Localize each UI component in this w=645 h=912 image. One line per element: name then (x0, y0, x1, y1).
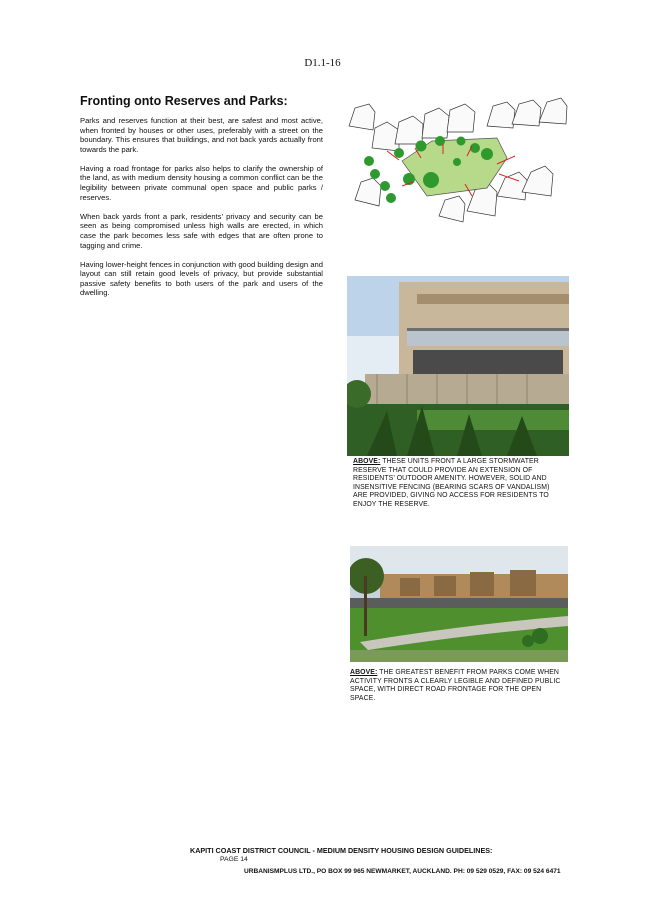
paragraph: Having lower-height fences in conjunction with good building design and layout can still retain good levels of privacy, but provide substantial passive safety benefits to both users of the park and users of the dwelling. (80, 259, 323, 298)
photo2-caption (350, 669, 565, 703)
section-heading: Fronting onto Reserves and Parks: (80, 94, 288, 108)
park-frontage-photo (350, 546, 568, 662)
photo1-caption (353, 458, 563, 510)
paragraph: When back yards front a park, residents’ privacy and security can be seen as being compromised unless high walls are erected, in which case the park becomes less safe with edges that are often prone to tagging and crime. (80, 211, 323, 250)
park-frontage-sketch (347, 96, 569, 226)
body-text (80, 116, 323, 308)
paragraph: Parks and reserves function at their best, are safest and most active, when fronted by houses or other uses, preferably with a street on the boundary. This ensures that buildings, and not back yards actually front towards the park. (80, 116, 323, 154)
paragraph: Having a road frontage for parks also helps to clarify the ownership of the land, as with medium density housing a common conflict can be the legibility between private communal open space and public parks / reserves. (80, 163, 323, 202)
footer-title: KAPITI COAST DISTRICT COUNCIL - MEDIUM DENSITY HOUSING DESIGN GUIDELINES: (190, 846, 493, 855)
footer-company: URBANISMPLUS LTD., PO BOX 99 965 NEWMARKET, AUCKLAND. PH: 09 529 0529, FAX: 09 524 6471 (244, 868, 561, 875)
caption-text: THESE UNITS FRONT A LARGE STORMWATER RESERVE THAT COULD PROVIDE AN EXTENSION OF RESIDENTS’ OUTDOOR AMENITY. HOWEVER, SOLID AND INSENSITIVE FENCING (BEARING SCARS OF VANDALISM) ARE PROVIDED, GIVING NO ACCESS FOR RESIDENTS TO ENJOY THE RESERVE. (353, 458, 550, 508)
page-reference: D1.1-16 (304, 57, 341, 69)
caption-label: ABOVE: (350, 669, 378, 676)
caption-label: ABOVE: (353, 458, 381, 465)
footer-page: PAGE 14 (220, 856, 248, 863)
fenced-units-photo (347, 276, 569, 456)
caption-text: THE GREATEST BENEFIT FROM PARKS COME WHEN ACTIVITY FRONTS A CLEARLY LEGIBLE AND DEFINED PUBLIC SPACE, WITH DIRECT ROAD FRONTAGE FOR THE OPEN SPACE. (350, 669, 561, 702)
